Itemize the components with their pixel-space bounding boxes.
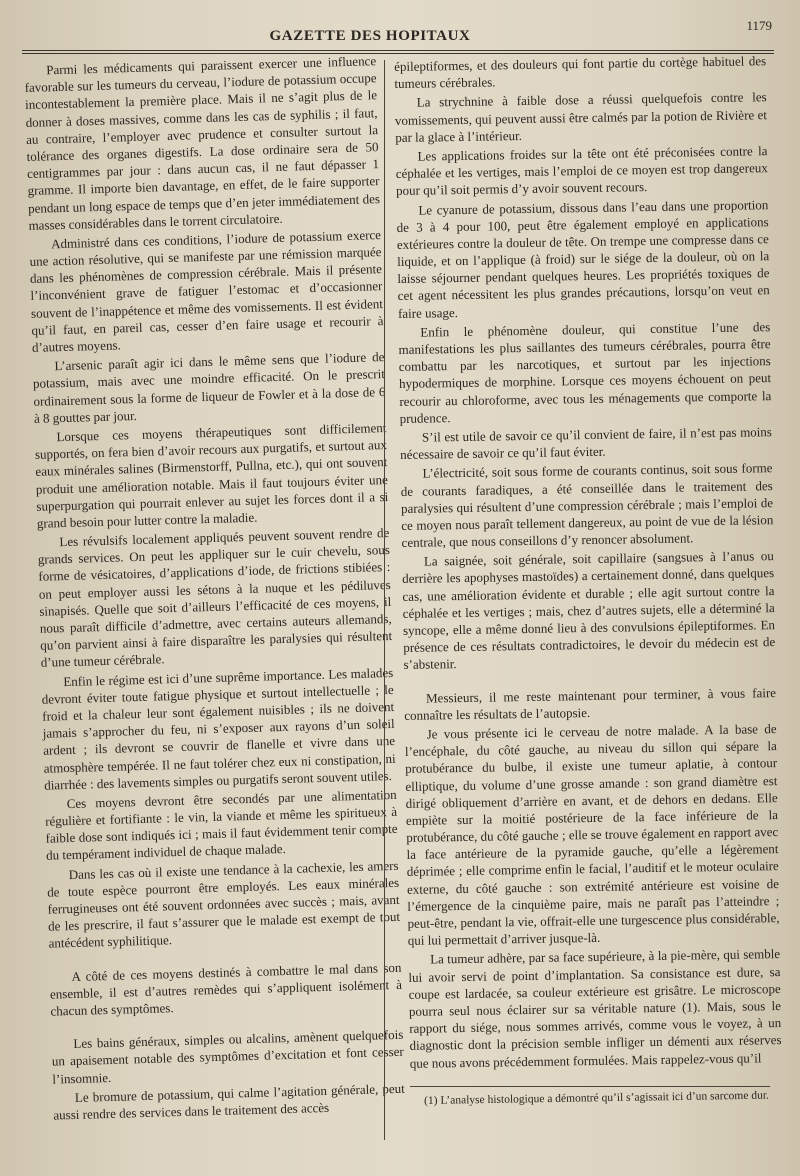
header-rule: [22, 50, 774, 51]
paragraph: A côté de ces moyens destinés à combattre le mal dans son ensemble, il est d’autres remèdes qui s’appliquent isolément à chacun des symptômes.: [49, 959, 403, 1019]
paragraph: Le cyanure de potassium, dissous dans l’eau dans une proportion de 3 à 4 pour 100, peut être également employé en applications extérieures contre la douleur de tête. On trempe une compresse dans ce liquide, et on l’applique (à froid) sur le siége de la douleur, où on la laisse séjourner pendant quelques heures. Les propriétés toxiques de cet agent nécessitent les plus grandes précautions, lorsqu’on veut en faire usage.: [396, 196, 770, 321]
paragraph: épileptiformes, et des douleurs qui font partie du cortège habituel des tumeurs cérébrales.: [394, 53, 767, 92]
footnote: (1) L’analyse histologique a démontré qu’il s’agissait ici d’un sarcome dur.: [424, 1089, 769, 1107]
paragraph: Ces moyens devront être secondés par une alimentation régulière et fortifiante : le vin, la viande et même les spiritueux à faible dose sont indiqués ici ; mais il faut évidemment tenir compte du tempérament individuel de chaque malade.: [44, 786, 398, 864]
paragraph: Messieurs, il me reste maintenant pour terminer, à vous faire connaître les résultats de l’autopsie.: [404, 684, 777, 723]
paragraph: L’électricité, soit sous forme de courants continus, soit sous forme de courants faradiques, a été conseillée dans le traitement des paralysies qui résultent d’une compression cérébrale ; mais l’emploi de ce moyen nous paraît tellement dangereux, au point de vue de la lésion centrale, que nous conseillons d’y renoncer absolument.: [400, 460, 774, 551]
page-number: 1179: [746, 18, 772, 33]
left-column: [24, 52, 406, 1125]
paragraph: L’arsenic paraît agir ici dans le même sens que l’iodure de potassium, mais avec une moindre efficacité. On le prescrit ordinairement sous la forme de liqueur de Fowler et à la dose de 6 à 8 gouttes par jour.: [32, 349, 386, 426]
paragraph: Je vous présente ici le cerveau de notre malade. A la base de l’encéphale, du côté gauche, au niveau du sillon qui sépare la protubérance du bulbe, il existe une tumeur aplatie, à contour elliptique, du volume d’une grosse amande : son grand diamètre est dirigé obliquement d’arrière en avant, et de dehors en dedans. Elle empiète sur la moitié postérieure de la face inférieure de la protubérance, du côté gauche ; elle se trouve également en rapport avec la face antérieure de la pyramide gauche, qu’elle a légèrement déprimée ; elle comprime enfin le facial, l’auditif et le moteur oculaire externe, du côté gauche : son extrémité antérieure est voisine de l’émergence de la cinquième paire, mais ne paraît pas l’atteindre ; peut-être, pendant la vie, offrait-elle une turgescence plus considérable, qui lui permettait d’arriver jusque-là.: [404, 721, 780, 949]
paragraph: Administré dans ces conditions, l’iodure de potassium exerce une action résolutive, qui se manifeste par une rémission marquée dans les phénomènes de compression cérébrale. Mais il présente l’inconvénient grave de fatiguer l’estomac et d’occasionner souvent de l’inappétence et même des vomissements. Il est évident qu’il faut, en pareil cas, cesser d’en faire usage et recourir à d’autres moyens.: [29, 226, 384, 355]
paragraph: Parmi les médicaments qui paraissent exercer une influence favorable sur les tumeurs du cerveau, l’iodure de potassium occupe incontestablement la première place. Mais il ne s’agit plus de le donner à doses massives, comme dans les cas de syphilis ; il faut, au contraire, l’employer avec prudence et consulter surtout la tolérance des organes digestifs. La dose ordinaire sera de 50 centigrammes par jour : dans aucun cas, il ne faut dépasser 1 gramme. Il importe bien davantage, en effet, de le faire supporter pendant un long espace de temps que d’en jeter immédiatement des masses considérables dans le torrent circulatoire.: [24, 53, 381, 233]
column-divider: [384, 60, 385, 1140]
paragraph: Dans les cas où il existe une tendance à la cachexie, les amers de toute espèce pourront être employés. Les eaux minérales ferrugineuses ont été souvent ordonnées avec succès ; mais, avant de les prescrire, il faut s’assurer que le malade est exempt de tout antécédent syphilitique.: [46, 857, 401, 952]
paragraph: Les révulsifs localement appliqués peuvent souvent rendre de grands services. On peut les appliquer sur le cuir chevelu, sous forme de vésicatoires, d’applications d’iode, de frictions stibiées : on peut employer aussi les sétons à la nuque et les pédiluves sinapisés. Quelle que soit d’ailleurs l’efficacité de ces moyens, il nous paraît difficile d’admettre, avec certains auteurs allemands, qu’on parvient ainsi à faire disparaître les paralysies qui résultent d’une tumeur cérébrale.: [37, 525, 393, 671]
paragraph: Enfin le phénomène douleur, qui constitue l’une des manifestations les plus saillantes des tumeurs cérébrales, pourra être combattu par les narcotiques, et surtout par les injections hypodermiques de morphine. Lorsque ces moyens échouent on peut recourir au chloroforme, avec tous les ménagements que comporte la prudence.: [398, 318, 772, 426]
paragraph: Le bromure de potassium, qui calme l’agitation générale, peut aussi rendre des services dans le traitement des accès: [53, 1080, 406, 1123]
page-header: [0, 14, 800, 50]
right-column: [394, 52, 782, 1073]
footnote-rule: [410, 1086, 770, 1087]
paragraph: La tumeur adhère, par sa face supérieure, à la pie-mère, qui semble lui avoir servi de point d’implantation. Sa consistance est dure, sa coupe est lardacée, sa couleur extérieure est grisâtre. Le microscope pourra seul nous éclairer sur sa véritable nature (1). Mais, sous le rapport du siége, nous sommes arrivés, comme vous le voyez, à un diagnostic dont la précision semble infliger un démenti aux réserves que nous avons précédemment formulées. Mais rappelez-vous qu’il: [408, 946, 782, 1071]
paragraph: Enfin le régime est ici d’une suprême importance. Les malades devront éviter toute fatigue physique et surtout intellectuelle ; le froid et la chaleur leur sont également nuisibles ; ils ne doivent jamais s’approcher du feu, ni s’exposer aux rayons d’un soleil ardent ; ils devront se couvrir de flanelle et vivre dans une atmosphère tempérée. Il ne faut tolérer chez eux ni constipation, ni diarrhée : des lavements simples ou purgatifs seront souvent utiles.: [41, 664, 396, 793]
paragraph: Lorsque ces moyens thérapeutiques sont difficilement supportés, on fera bien d’avoir recours aux purgatifs, et surtout aux eaux minérales salines (Birmenstorff, Pullna, etc.), qui ont souvent produit une amélioration notable. Mais il faut toujours éviter une superpurgation qui pourrait enlever au sujet les forces dont il a si grand besoin pour lutter contre la maladie.: [34, 419, 389, 531]
paragraph: Les applications froides sur la tête ont été préconisées contre la céphalée et les vertiges, mais l’emploi de ce moyen est trop dangereux pour qu’il soit permis d’y avoir souvent recours.: [395, 143, 768, 199]
paragraph: S’il est utile de savoir ce qu’il convient de faire, il n’est pas moins nécessaire de savoir ce qu’il faut éviter.: [400, 424, 773, 463]
journal-title: GAZETTE DES HOPITAUX: [269, 28, 471, 44]
paragraph: Les bains généraux, simples ou alcalins, amènent quelquefois un apaisement notable des symptômes d’excitation et font cesser l’insomnie.: [51, 1026, 404, 1087]
paragraph: La saignée, soit générale, soit capillaire (sangsues à l’anus ou derrière les apophyses mastoïdes) a certainement donné, dans quelques cas, une amélioration évidente et durable ; elle agit surtout contre la céphalée et les vertiges ; mais, chez d’autres sujets, elle a déterminé la syncope, elle a même donné lieu à des convulsions épileptiformes. En présence de ces résultats contradictoires, le devoir du médecin est de s’abstenir.: [402, 548, 776, 673]
paragraph: La strychnine à faible dose a réussi quelquefois contre les vomissements, qui peuvent aussi être calmés par la potion de Rivière et par la glace à l’intérieur.: [394, 89, 768, 145]
